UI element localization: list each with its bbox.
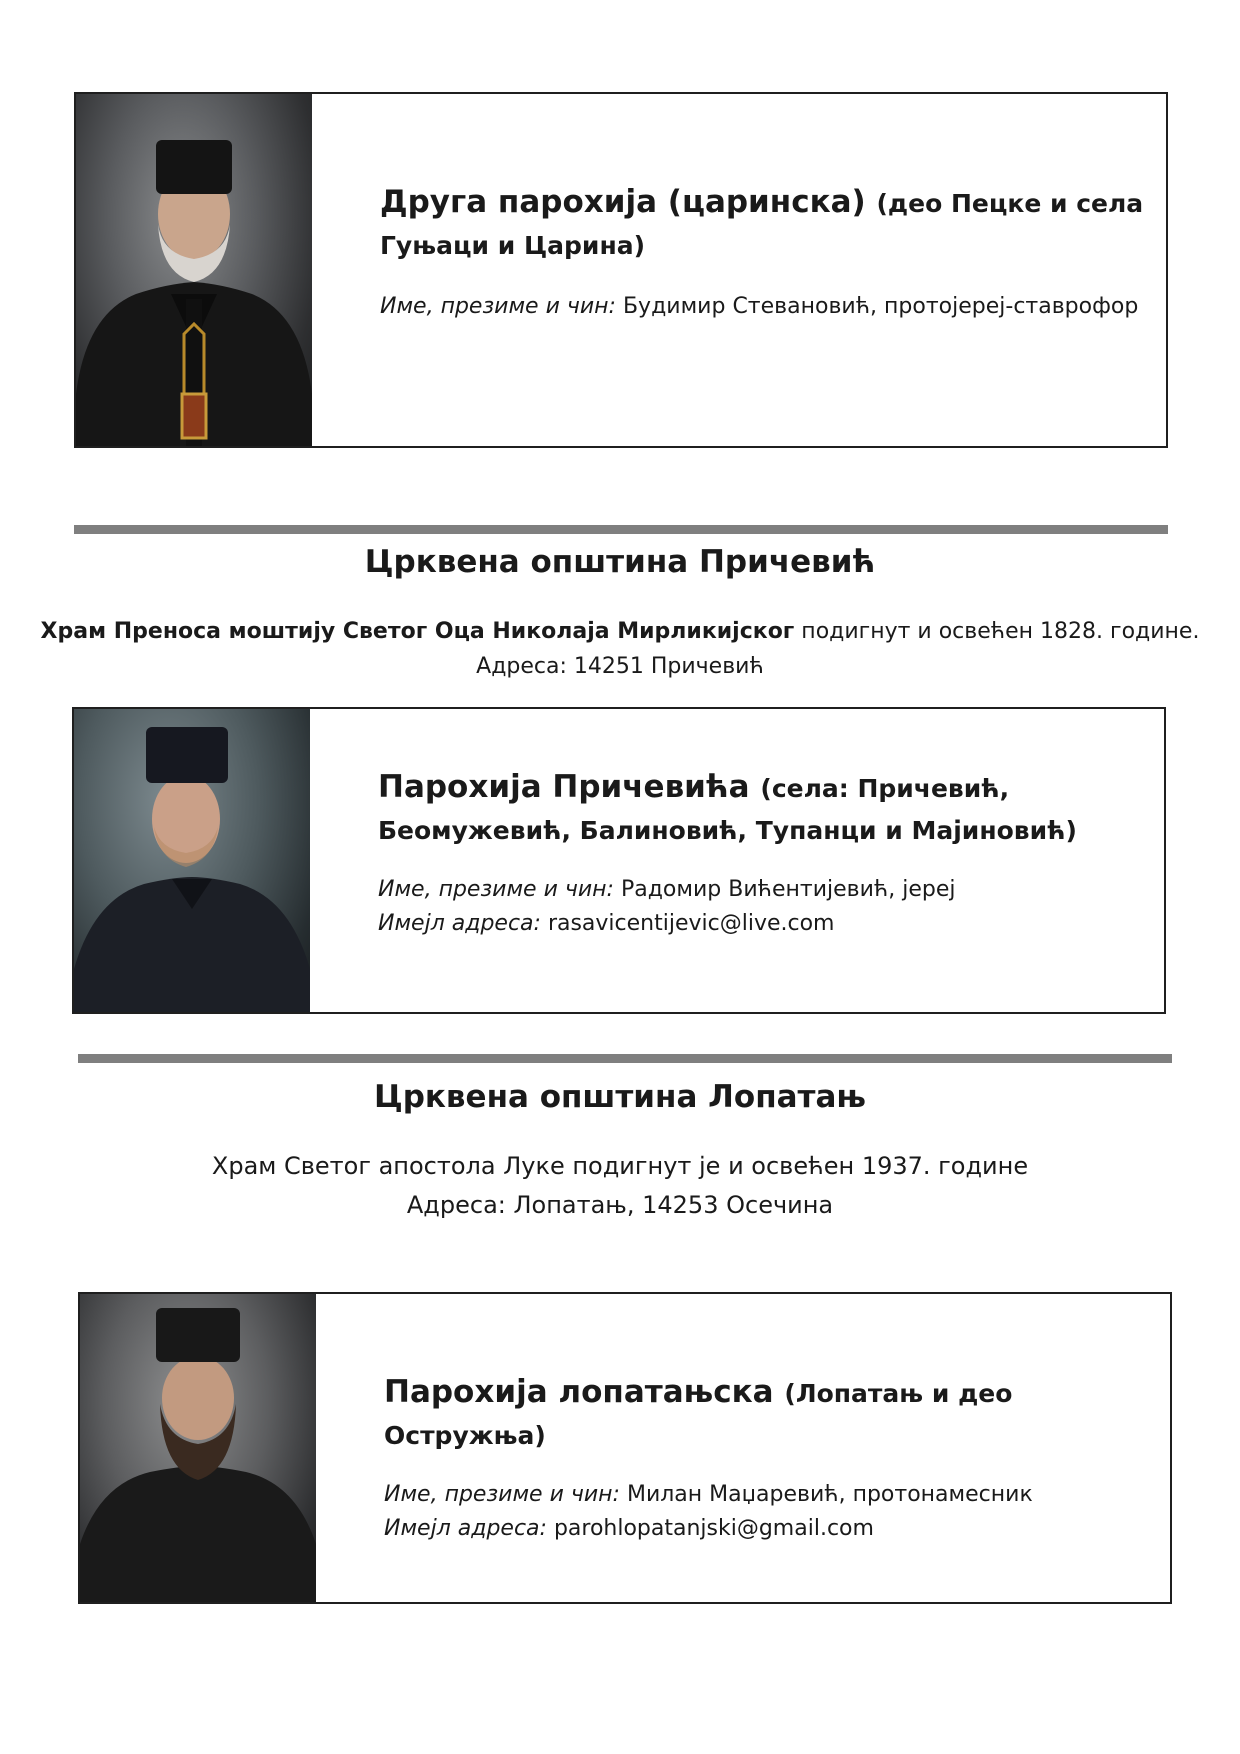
priest-name-value: Будимир Стевановић, протојереј-ставрофор [622, 294, 1139, 319]
priest-name-label: Име, презиме и чин: [384, 1482, 620, 1507]
church-consecrated: подигнут и освећен 1828. године. [794, 619, 1200, 644]
address-prichevic: Адреса: 14251 Причевић [476, 654, 764, 679]
priest-photo-1 [76, 94, 312, 446]
parish-card-1 [74, 92, 1168, 448]
parish-title [378, 767, 1144, 851]
parish-info-2 [310, 709, 1164, 1012]
section-divider-2 [78, 1054, 1172, 1063]
parish-villages: (села: Причевић, Беомужевић, Балиновић, Тупанци и Мајиновић) [378, 774, 1077, 845]
parish-title [380, 182, 1146, 266]
priest-name-label: Име, презиме и чин: [380, 294, 616, 319]
email-value[interactable]: rasavicentijevic@live.com [547, 911, 835, 936]
section-title-prichevic: Црквена општина Причевић [364, 544, 876, 580]
parish-info-1 [312, 94, 1166, 446]
parish-name: Парохија Причевића [378, 769, 750, 805]
parish-name: Парохија лопатањска [384, 1374, 774, 1410]
church-description-prichevic [0, 617, 1240, 647]
section-title-lopatanj: Црквена општина Лопатањ [373, 1079, 867, 1115]
parish-name: Друга парохија (царинска) [380, 184, 866, 220]
priest-photo-3 [80, 1294, 316, 1602]
priest-name-line [384, 1478, 1150, 1512]
priest-email-line [378, 907, 1144, 941]
priest-name-label: Име, презиме и чин: [378, 877, 614, 902]
priest-name-line [378, 873, 1144, 907]
parish-villages: (Лопатањ и део Остружња) [384, 1379, 1013, 1450]
parish-card-3 [78, 1292, 1172, 1604]
email-label: Имејл адреса: [378, 911, 541, 936]
parish-info-3 [316, 1294, 1170, 1602]
parish-card-2 [72, 707, 1166, 1014]
parish-title [384, 1372, 1150, 1456]
email-value[interactable]: parohlopatanjski@gmail.com [553, 1516, 874, 1541]
priest-photo-2 [74, 709, 310, 1012]
priest-name-line [380, 290, 1146, 324]
address-lopatanj: Адреса: Лопатањ, 14253 Осечина [406, 1191, 834, 1219]
church-name: Храм Преноса моштију Светог Оца Николаја Мирликијског [40, 619, 795, 644]
email-label: Имејл адреса: [384, 1516, 547, 1541]
church-description-lopatanj: Храм Светог апостола Луке подигнут је и освећен 1937. године [211, 1152, 1029, 1180]
section-divider-1 [74, 525, 1168, 534]
priest-name-value: Радомир Вићентијевић, јереј [620, 877, 956, 902]
parish-villages: (део Пецке и села Гуњаци и Царина) [380, 189, 1144, 260]
priest-name-value: Милан Маџаревић, протонамесник [626, 1482, 1033, 1507]
priest-email-line [384, 1512, 1150, 1546]
